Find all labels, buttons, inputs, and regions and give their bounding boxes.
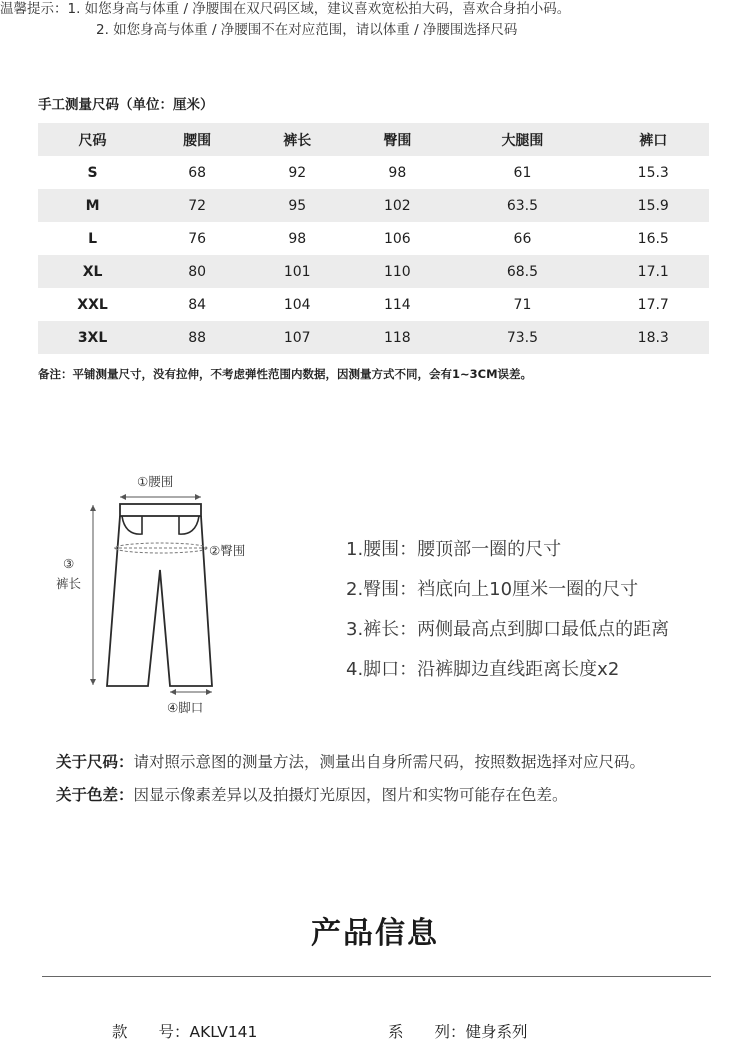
table-cell: 72 [188, 197, 207, 214]
table-cell: 68.5 [506, 263, 539, 280]
table-row [38, 189, 709, 222]
table-cell: 98 [288, 230, 307, 247]
table-cell: 92 [288, 164, 307, 181]
desc-waist: 1.腰围：腰顶部一圈的尺寸 [346, 539, 562, 560]
table-cell: 102 [383, 197, 411, 214]
table-cell: 3XL [77, 329, 108, 346]
table-cell: 73.5 [506, 329, 539, 346]
table-cell: 17.1 [637, 263, 669, 280]
diagram-hip-label: ②臀围 [209, 543, 246, 558]
table-cell: 68 [188, 164, 207, 181]
table-row [38, 255, 709, 288]
header-waist: 腰围 [183, 132, 212, 149]
tip-line-1: 温馨提示：1. 如您身高与体重 / 净腰围在双尺码区域，建议喜欢宽松拍大码，喜欢合身拍小码。 [0, 1, 571, 17]
table-cell: 63.5 [506, 197, 539, 214]
table-cell: 118 [383, 329, 411, 346]
table-row [38, 321, 709, 354]
table-row [38, 222, 709, 255]
waistband [120, 504, 201, 516]
header-size: 尺码 [78, 132, 107, 149]
section-divider [42, 976, 711, 977]
table-cell: 15.3 [637, 164, 669, 181]
table-cell: 80 [188, 263, 207, 280]
table-cell: 66 [513, 230, 532, 247]
about-size-text: 请对照示意图的测量方法，测量出自身所需尺码，按照数据选择对应尺码。 [133, 753, 646, 771]
desc-hip: 2.臀围：裆底向上10厘米一圈的尺寸 [346, 579, 639, 600]
table-cell: XXL [77, 296, 108, 313]
diagram-hem-label: ④脚口 [167, 700, 204, 715]
product-info-title: 产品信息 [311, 916, 439, 951]
table-cell: XL [82, 263, 103, 280]
length-arrow-top [90, 505, 96, 511]
table-cell: S [87, 164, 98, 181]
header-length: 裤长 [283, 132, 312, 149]
hem-arrow-left [170, 689, 176, 695]
header-thigh: 大腿围 [501, 132, 544, 149]
header-hem: 裤口 [639, 132, 668, 149]
right-pocket [179, 516, 199, 534]
series-label: 系 列： [388, 1023, 466, 1041]
table-cell: 16.5 [637, 230, 669, 247]
table-note: 备注：平铺测量尺寸，没有拉伸，不考虑弹性范围内数据，因测量方式不同，会有1~3CM误差。 [38, 367, 533, 381]
table-cell: 101 [283, 263, 311, 280]
series-value: 健身系列 [465, 1023, 528, 1041]
table-cell: 17.7 [637, 296, 669, 313]
style-number [112, 1020, 257, 1042]
table-cell: 71 [513, 296, 532, 313]
about-size-heading: 关于尺码： [56, 753, 134, 771]
diagram-length-label: 裤长 [56, 576, 82, 591]
diagram-length-number: ③ [63, 556, 75, 571]
pants-outline [107, 516, 212, 686]
table-cell: 104 [283, 296, 311, 313]
waist-arrow-left [120, 494, 126, 500]
tip-line-2: 2. 如您身高与体重 / 净腰围不在对应范围，请以体重 / 净腰围选择尺码 [96, 22, 518, 38]
size-table-header-row [38, 123, 709, 156]
desc-length: 3.裤长：两侧最高点到脚口最低点的距离 [346, 619, 670, 640]
table-cell: 18.3 [637, 329, 669, 346]
about-size [56, 750, 645, 772]
table-cell: 61 [513, 164, 532, 181]
hem-arrow-right [206, 689, 212, 695]
table-row [38, 156, 709, 189]
style-number-value: AKLV141 [189, 1023, 258, 1041]
table-cell: 15.9 [637, 197, 669, 214]
table-cell: M [85, 197, 100, 214]
table-cell: 88 [188, 329, 207, 346]
left-pocket [122, 516, 142, 534]
table-cell: 98 [388, 164, 407, 181]
table-cell: 95 [288, 197, 307, 214]
series [388, 1020, 528, 1042]
about-color-text: 因显示像素差异以及拍摄灯光原因，图片和实物可能存在色差。 [133, 786, 568, 804]
table-row [38, 288, 709, 321]
table-cell: 106 [383, 230, 411, 247]
table-cell: L [88, 230, 97, 247]
diagram-waist-label: ①腰围 [137, 474, 174, 489]
pants-measurement-diagram [40, 460, 280, 730]
about-color-heading: 关于色差： [56, 786, 134, 804]
table-cell: 76 [188, 230, 207, 247]
length-arrow-bottom [90, 679, 96, 685]
table-cell: 84 [188, 296, 207, 313]
table-cell: 107 [283, 329, 311, 346]
about-color [56, 783, 568, 805]
size-table [38, 123, 709, 354]
table-cell: 114 [383, 296, 411, 313]
waist-arrow-right [195, 494, 201, 500]
style-number-label: 款 号： [112, 1023, 190, 1041]
desc-hem: 4.脚口：沿裤脚边直线距离长度x2 [346, 659, 620, 680]
size-table-title: 手工测量尺码（单位：厘米） [38, 97, 214, 113]
table-cell: 110 [383, 263, 411, 280]
header-hip: 臀围 [383, 132, 412, 149]
